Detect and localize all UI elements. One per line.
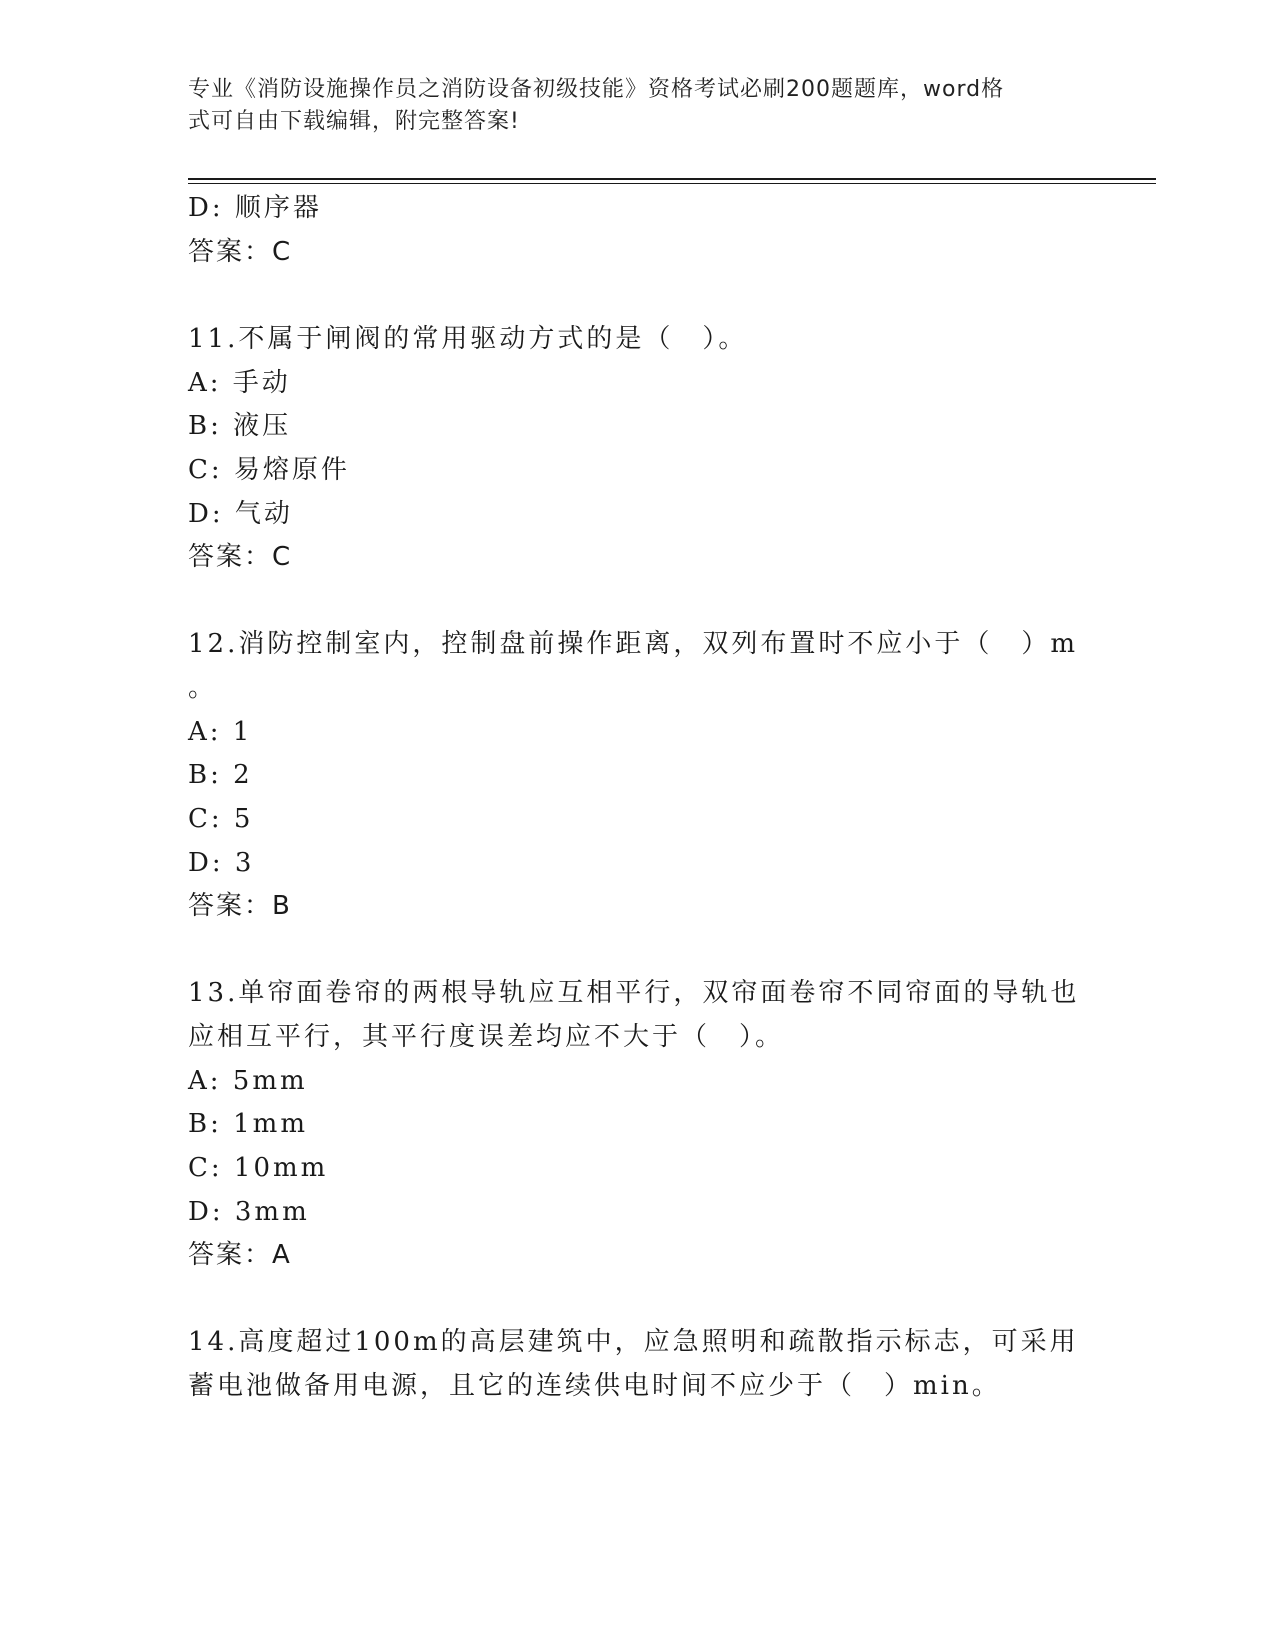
q11-option-d: D: 气动 [188, 499, 293, 529]
q13-stem-line-1: 13.单帘面卷帘的两根导轨应互相平行，双帘面卷帘不同帘面的导轨也 [188, 978, 1080, 1008]
prev-answer: 答案：C [188, 237, 293, 267]
q11-stem: 11.不属于闸阀的常用驱动方式的是（ ）。 [188, 324, 748, 354]
q11-option-a: A: 手动 [188, 368, 291, 398]
q12-option-d: D: 3 [188, 848, 255, 878]
header-line-1: 专业《消防设施操作员之消防设备初级技能》资格考试必刷200题题库，word格 [188, 77, 1005, 102]
document-header [188, 74, 1068, 138]
header-line-2: 式可自由下载编辑，附完整答案! [188, 109, 520, 134]
q11-option-c: C: 易熔原件 [188, 455, 350, 485]
q13-option-a: A: 5mm [188, 1066, 308, 1096]
prev-option-d: D: 顺序器 [188, 193, 322, 223]
q14-stem-line-2: 蓄电池做备用电源，且它的连续供电时间不应少于（ ）min。 [188, 1371, 1001, 1401]
header-divider-thin [188, 183, 1156, 184]
q13-answer: 答案：A [188, 1240, 292, 1270]
q12-option-a: A: 1 [188, 717, 253, 747]
q11-answer: 答案：C [188, 542, 293, 572]
q13-stem-line-2: 应相互平行，其平行度误差均应不大于（ ）。 [188, 1022, 785, 1052]
q12-option-c: C: 5 [188, 804, 254, 834]
header-divider-thick [188, 178, 1156, 180]
q12-stem-line-1: 12.消防控制室内，控制盘前操作距离，双列布置时不应小于（ ）m [188, 629, 1079, 659]
q12-answer: 答案：B [188, 891, 292, 921]
q11-option-b: B: 液压 [188, 411, 292, 441]
q13-option-d: D: 3mm [188, 1197, 310, 1227]
q13-option-c: C: 10mm [188, 1153, 329, 1183]
q12-option-b: B: 2 [188, 760, 253, 790]
q12-stem-line-2: 。 [188, 673, 218, 703]
q13-option-b: B: 1mm [188, 1109, 308, 1139]
q14-stem-line-1: 14.高度超过100m的高层建筑中，应急照明和疏散指示标志，可采用 [188, 1327, 1079, 1357]
